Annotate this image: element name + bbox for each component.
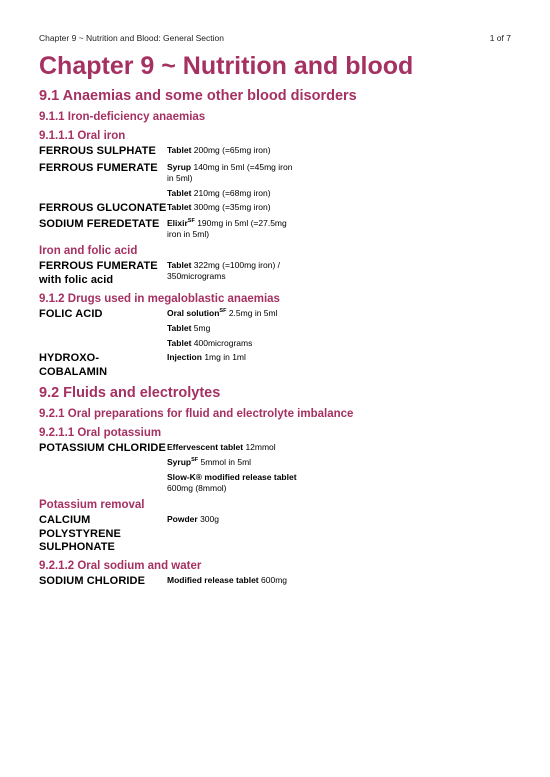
- preparation: [167, 308, 297, 319]
- preparation: [167, 472, 297, 494]
- group-heading: Iron and folic acid: [39, 245, 138, 257]
- preparation: [167, 323, 297, 334]
- sugar-free-marker: SF: [219, 308, 227, 315]
- dosage-form: Effervescent tablet: [167, 442, 244, 452]
- drug-entry: [39, 442, 499, 494]
- sugar-free-marker: SF: [191, 457, 199, 464]
- drug-name: FERROUS FUMERATE: [39, 161, 158, 174]
- strength: 12mmol: [245, 442, 276, 452]
- drug-list: [39, 514, 499, 555]
- strength: 210mg (=68mg iron): [193, 187, 271, 198]
- strength: 5mg: [193, 323, 211, 333]
- preparation: [167, 260, 297, 282]
- drug-entry: [39, 218, 499, 240]
- preparation: [167, 145, 297, 156]
- strength: 600mg (8mmol): [167, 483, 227, 493]
- dosage-form: Modified release tablet: [167, 574, 259, 585]
- preparation-list: [167, 202, 297, 213]
- preparation: [167, 202, 297, 213]
- drug-list: [39, 442, 499, 494]
- drug-list: [39, 575, 499, 589]
- strength: 600mg: [261, 574, 288, 585]
- group-heading: 9.2.1.2 Oral sodium and water: [39, 559, 202, 572]
- preparation-list: [167, 218, 297, 240]
- preparation: [167, 218, 297, 240]
- drug-name: HYDROXO-COBALAMIN: [39, 352, 108, 378]
- running-header: [39, 33, 511, 45]
- preparation-list: [167, 442, 297, 494]
- dosage-form: Syrup: [167, 457, 192, 467]
- drug-name: FOLIC ACID: [39, 308, 103, 320]
- strength: 1mg in 1ml: [204, 352, 246, 362]
- sugar-free-marker: SF: [187, 218, 195, 225]
- preparation-list: [167, 260, 297, 282]
- dosage-form: Powder: [167, 514, 198, 524]
- dosage-form: Slow-K® modified release tablet: [167, 472, 297, 482]
- preparation: [167, 162, 297, 184]
- dosage-form: Tablet: [167, 338, 192, 348]
- drug-entry: [39, 162, 499, 199]
- strength: 190mg in 5ml (=27.5mg iron in 5ml): [167, 218, 287, 239]
- preparation-list: [167, 162, 297, 199]
- dosage-form: Injection: [167, 352, 202, 362]
- preparation: [167, 575, 297, 586]
- drug-entry: [39, 260, 499, 287]
- preparation: [167, 457, 297, 468]
- drug-name: POTASSIUM CHLORIDE: [39, 442, 166, 454]
- drug-name: SODIUM CHLORIDE: [39, 574, 145, 587]
- drug-entry: [39, 145, 499, 159]
- dosage-form: Tablet: [167, 187, 192, 198]
- dosage-form: Tablet: [167, 323, 192, 333]
- strength: 2.5mg in 5ml: [228, 308, 278, 318]
- preparation: [167, 352, 297, 363]
- subsection-heading: 9.2.1 Oral preparations for fluid and electrolyte imbalance: [39, 408, 354, 420]
- dosage-form: Tablet: [167, 260, 192, 270]
- strength: 400micrograms: [193, 338, 253, 348]
- drug-name: FERROUS SULPHATE: [39, 145, 156, 157]
- preparation-list: [167, 308, 297, 349]
- preparation: [167, 442, 297, 453]
- strength: 300g: [200, 514, 219, 524]
- group-heading: 9.1.1.1 Oral iron: [39, 130, 126, 142]
- header-chapter-label: Chapter 9 ~ Nutrition and Blood: General Section: [39, 33, 224, 43]
- drug-list: [39, 145, 499, 240]
- drug-name: FERROUS GLUCONATE: [39, 201, 167, 214]
- section-heading: 9.1 Anaemias and some other blood disorders: [39, 88, 357, 104]
- drug-name: CALCIUM POLYSTYRENE SULPHONATE: [39, 514, 121, 553]
- preparation: [167, 188, 297, 199]
- document-content: [39, 50, 499, 588]
- group-heading: Potassium removal: [39, 499, 145, 511]
- preparation-list: [167, 145, 297, 156]
- preparation-list: [167, 352, 297, 363]
- chapter-title: Chapter 9 ~ Nutrition and blood: [39, 52, 414, 80]
- preparation-list: [167, 514, 297, 525]
- group-heading: 9.2.1.1 Oral potassium: [39, 427, 162, 439]
- dosage-form: Tablet: [167, 145, 192, 155]
- preparation-list: [167, 575, 297, 586]
- dosage-form: Syrup: [167, 161, 192, 172]
- drug-entry: [39, 352, 499, 379]
- strength: 300mg (=35mg iron): [193, 201, 271, 212]
- drug-entry: [39, 514, 499, 555]
- drug-name: SODIUM FEREDETATE: [39, 218, 160, 230]
- drug-list: [39, 308, 499, 379]
- subsection-heading: 9.1.2 Drugs used in megaloblastic anaemias: [39, 293, 280, 305]
- strength: 322mg (=100mg iron) / 350micrograms: [167, 260, 281, 281]
- header-page-number: 1 of 7: [489, 33, 511, 43]
- strength: 140mg in 5ml (=45mg iron in 5ml): [167, 161, 293, 183]
- drug-entry: [39, 575, 499, 589]
- strength: 5mmol in 5ml: [200, 457, 252, 467]
- dosage-form: Oral solution: [167, 308, 220, 318]
- subsection-heading: 9.1.1 Iron-deficiency anaemias: [39, 111, 206, 123]
- drug-list: [39, 260, 499, 287]
- strength: 200mg (=65mg iron): [193, 145, 271, 155]
- dosage-form: Tablet: [167, 201, 192, 212]
- section-heading: 9.2 Fluids and electrolytes: [39, 385, 221, 401]
- preparation: [167, 514, 297, 525]
- drug-entry: [39, 202, 499, 216]
- drug-entry: [39, 308, 499, 349]
- preparation: [167, 338, 297, 349]
- drug-name: FERROUS FUMERATE with folic acid: [39, 260, 158, 286]
- dosage-form: Elixir: [167, 218, 188, 228]
